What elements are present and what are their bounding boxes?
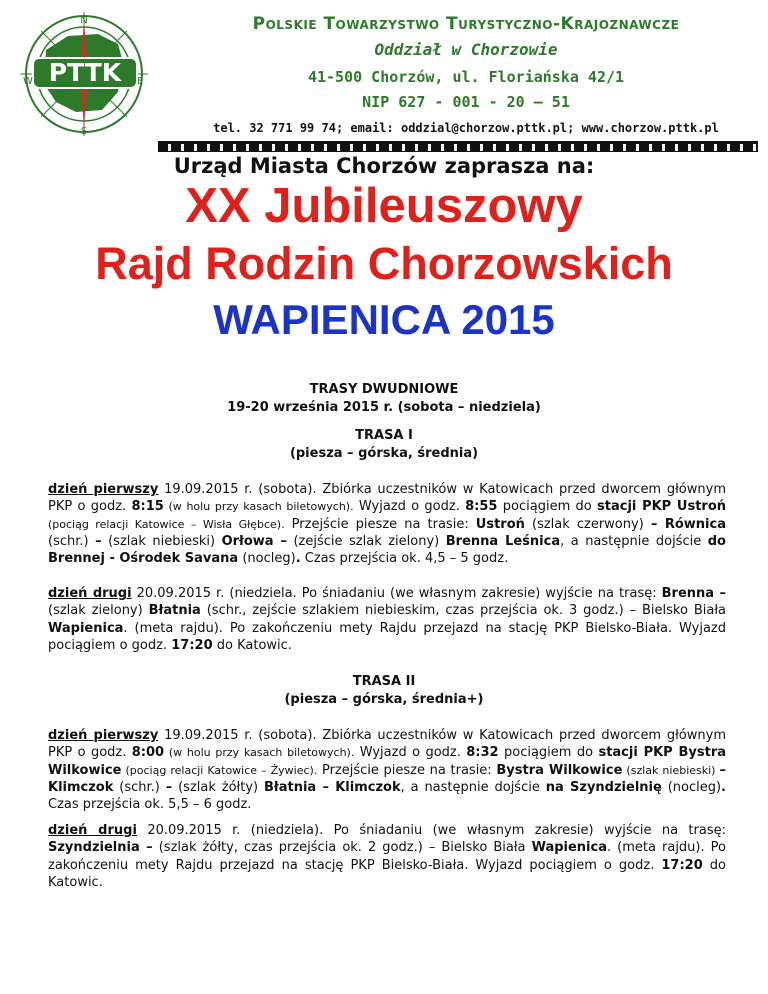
address: 41-500 Chorzów, ul. Floriańska 42/1 — [307, 68, 625, 86]
svg-text:W: W — [23, 76, 33, 87]
header-divider — [158, 141, 758, 152]
branch-name: Oddział w Chorzowie — [374, 40, 558, 59]
title-line-2: Rajd Rodzin Chorzowskich — [95, 238, 673, 289]
route2-day1: dzień pierwszy 19.09.2015 r. (sobota). Zbiórka uczestników w Katowicach przed dworcem głównym PKP o godz. 8:00 (w holu przy kasach biletowych). Wyjazd o godz. 8:32 pociągiem do stacji PKP Bystra Wilkowice (pociąg relacji Katowice – Żywiec). Przejście piesze na trasie: Bystra Wilkowice (szlak niebieski) – Klimczok (schr.) – (szlak żółty) Błatnia – Klimczok, a następnie dojście na Szyndzielnię (nocleg). Czas przejścia ok. 5,5 – 6 godz. — [48, 728, 727, 813]
org-name: Polskie Towarzystwo Turystyczno-Krajoznawcze — [252, 14, 680, 34]
title-line-1: XX Jubileuszowy — [185, 179, 583, 233]
nip: NIP 627 - 001 - 20 – 51 — [362, 93, 570, 111]
logo-text: PTTK — [48, 58, 122, 87]
pttk-logo — [6, 10, 166, 136]
invite-line: Urząd Miasta Chorzów zaprasza na: — [173, 154, 595, 178]
contact-line: tel. 32 771 99 74; email: oddzial@chorzow.pttk.pl; www.chorzow.pttk.pl — [213, 121, 719, 135]
svg-text:N: N — [80, 15, 88, 26]
route2-name: TRASA II — [352, 674, 416, 689]
routes-heading: TRASY DWUDNIOWE — [309, 382, 459, 397]
title-line-3: WAPIENICA 2015 — [213, 296, 555, 343]
route1-day2: dzień drugi 20.09.2015 r. (niedziela. Po śniadaniu (we własnym zakresie) wyjście na trasę: Brenna – (szlak zielony) Błatnia (schr., zejście szlakiem niebieskim, czas przejścia ok. 3 godz.) – Bielsko Biała Wapienica. (meta rajdu). Po zakończeniu mety Rajdu przejazd na stację PKP Bielsko-Biała. Wyjazd pociągiem o godz. 17:20 do Katowic. — [48, 586, 726, 653]
route1-type: (piesza – górska, średnia) — [289, 446, 479, 461]
route2-type: (piesza – górska, średnia+) — [284, 692, 484, 707]
route2-day2: dzień drugi 20.09.2015 r. (niedziela). Po śniadaniu (we własnym zakresie) wyjście na trasę: Szyndzielnia – (szlak żółty, czas przejścia ok. 2 godz.) – Bielsko Biała Wapienica. (meta rajdu). Po zakończeniu mety Rajdu przejazd na stację PKP Bielsko-Biała. Wyjazd pociągiem o godz. 17:20 do Katowic. — [48, 823, 726, 890]
route1-day1: dzień pierwszy 19.09.2015 r. (sobota). Zbiórka uczestników w Katowicach przed dworcem głównym PKP o godz. 8:15 (w holu przy kasach biletowych). Wyjazd o godz. 8:55 pociągiem do stacji PKP Ustroń (pociąg relacji Katowice – Wisła Głębce). Przejście piesze na trasie: Ustroń (szlak czerwony) – Równica (schr.) – (szlak niebieski) Orłowa – (zejście szlak zielony) Brenna Leśnica, a następnie dojście do Brennej - Ośrodek Savana (nocleg). Czas przejścia ok. 4,5 – 5 godz. — [48, 482, 727, 567]
route1-name: TRASA I — [355, 428, 413, 443]
routes-dates: 19-20 września 2015 r. (sobota – niedziela) — [227, 400, 541, 415]
svg-text:S: S — [80, 126, 88, 136]
svg-text:E: E — [136, 76, 144, 87]
